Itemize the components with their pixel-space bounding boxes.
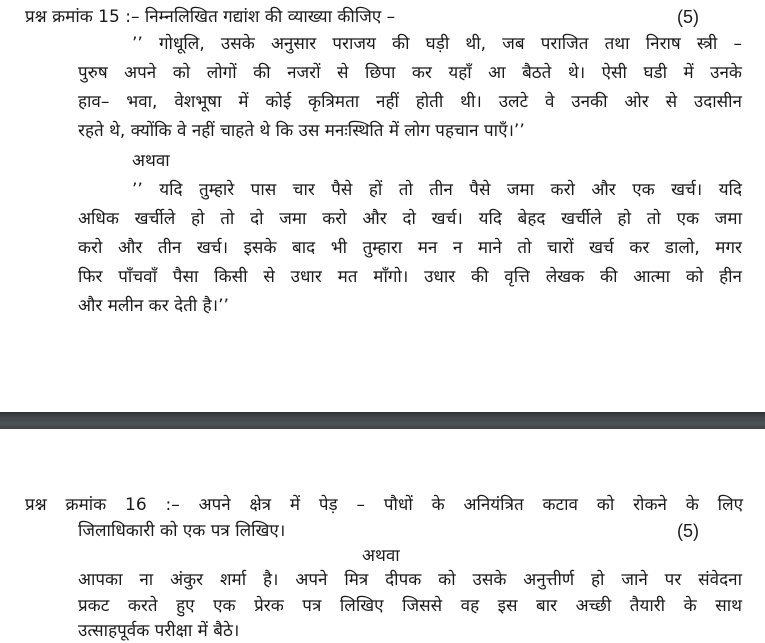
passage-2-line-1: ’’ यदि तुम्हारे पास चार पैसे हों तो तीन पैसे जमा करो और एक खर्च। यदि [132,180,742,200]
passage-1-line-1: ’’ गोधूलि, उसके अनुसार पराजय की घड़ी थी, जब पराजित तथा निराष स्त्री – [132,34,742,54]
passage-2-line-4: फिर पाँचवाँ पैसा किसी से उधार मत माँगो। उधार की वृत्ति लेखक की आत्मा को हीन [78,267,742,287]
alt-question-line-1: आपका ना अंकुर शर्मा है। अपने मित्र दीपक को उसके अनुत्तीर्ण हो जाने पर संवेदना [78,570,742,590]
alt-question-line-3: उत्साहपूर्वक परीक्षा में बैठे। [78,621,240,641]
question-16-marks: (5) [677,521,699,541]
passage-1-line-4: रहते थे, क्योंकि वे नहीं चाहते थे कि उस मनःस्थिति में लोग पहचान पाएँ।’’ [78,121,525,141]
page-separator-bar [0,412,765,429]
passage-2-line-3: करो और तीन खर्च। इसके बाद भी तुम्हारा मन न माने तो चारों खर्च कर डालो, मगर [78,238,742,258]
passage-1-line-2: पुरुष अपने को लोगों की नजरों से छिपा कर यहाँ आ बैठते थे। ऐसी घडी में उनके [78,63,742,83]
passage-2-line-5: और मलीन कर देती है।’’ [78,296,229,316]
question-15-heading: प्रश्न क्रमांक 15 :– निम्नलिखित गद्यांश की व्याख्या कीजिए – [25,7,396,27]
or-label-2: अथवा [362,546,400,566]
question-16-heading-line-2: जिलाधिकारी को एक पत्र लिखिए। [78,521,286,541]
passage-2-line-2: अधिक खर्चीले हो तो दो जमा करो और दो खर्च। यदि बेहद खर्चीले हो तो एक जमा [78,209,742,229]
alt-question-line-2: प्रकट करते हुए एक प्रेरक पत्र लिखिए जिससे वह इस बार अच्छी तैयारी के साथ [78,596,742,616]
question-16-heading-line-1: प्रश्न क्रमांक 16 :– अपने क्षेत्र में पेड़ – पौधों के अनियंत्रित कटाव को रोकने के लिए [25,495,743,515]
or-label-1: अथवा [132,151,170,171]
question-15-marks: (5) [677,7,699,27]
passage-1-line-3: हाव– भवा, वेशभूषा में कोई कृत्रिमता नहीं होती थी। उलटे वे उनकी ओर से उदासीन [78,92,742,112]
